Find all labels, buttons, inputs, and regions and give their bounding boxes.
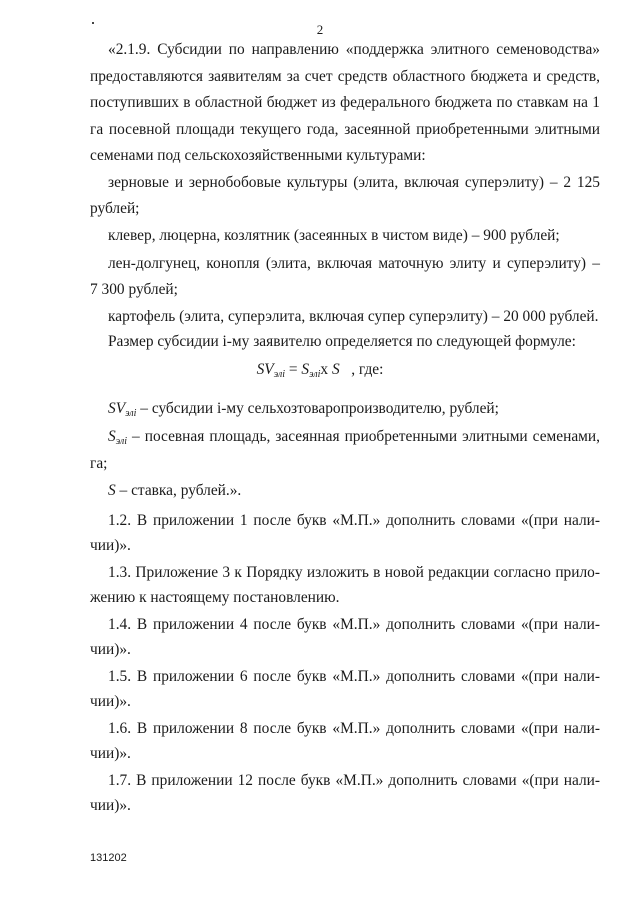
definition-sv: [90, 396, 600, 427]
amendment-1-4-line2: чии)».: [90, 641, 131, 658]
amendment-1-6-line2: чии)».: [90, 745, 131, 762]
rate-flax-line1: лен-долгунец, конопля (элита, включая маточную элиту и суперэлиту) –: [108, 255, 600, 272]
formula-lhs: SV: [256, 361, 274, 378]
subsidy-formula: [0, 357, 640, 388]
rate-flax-line2: 7 300 рублей;: [90, 281, 178, 298]
def-s-rate-symbol: S: [108, 482, 116, 499]
amendment-1-7-line2: чии)».: [90, 797, 131, 814]
amendment-1-2-line2: чии)».: [90, 537, 131, 554]
rate-grain-line2: рублей;: [90, 200, 140, 217]
definition-s-area-line2: га;: [90, 455, 108, 472]
formula-rhs: S: [301, 361, 310, 378]
def-sv-symbol: SV: [108, 400, 126, 417]
formula-times: x: [320, 361, 329, 378]
def-sv-text: – субсидии i-му сельхозтоваропроизводителю, рублей;: [136, 400, 499, 417]
formula-equals: =: [285, 361, 302, 378]
def-s-area-text: – посевная площадь, засеянная приобретенными элитными семенами,: [127, 428, 600, 445]
def-s-area-symbol: S: [108, 428, 116, 445]
rate-clover: клевер, люцерна, козлятник (засеянных в чистом виде) – 900 рублей;: [108, 227, 560, 244]
amendment-1-3-line2: жению к настоящему постановлению.: [90, 589, 340, 606]
formula-suffix: , где:: [351, 361, 384, 378]
amendment-1-5-line2: чии)».: [90, 693, 131, 710]
def-s-rate-text: – ставка, рублей.».: [115, 482, 242, 499]
document-code: 131202: [90, 852, 127, 864]
formula-rhs2: S: [331, 361, 340, 378]
amendment-1-5-line1: 1.5. В приложении 6 после букв «М.П.» дополнить словами «(при нали-: [108, 668, 600, 685]
def-s-area-sub: элi: [115, 436, 128, 447]
formula-intro: Размер субсидии i-му заявителю определяется по следующей формуле:: [108, 333, 576, 350]
def-sv-sub: элi: [125, 408, 137, 419]
amendment-1-4-line1: 1.4. В приложении 4 после букв «М.П.» дополнить словами «(при нали-: [108, 616, 600, 633]
page-number: 2: [316, 22, 324, 37]
amendment-1-7-line1: 1.7. В приложении 12 после букв «М.П.» дополнить словами «(при нали-: [108, 772, 600, 789]
amendment-1-2-line1: 1.2. В приложении 1 после букв «М.П.» дополнить словами «(при нали-: [108, 512, 600, 529]
formula-rhs-sub: элi: [309, 369, 321, 380]
rate-grain-line1: зерновые и зернобобовые культуры (элита, включая суперэлиту) – 2 125: [108, 174, 600, 191]
definition-s-rate: [90, 478, 600, 504]
rate-potato: картофель (элита, суперэлита, включая супер суперэлиту) – 20 000 рублей.: [108, 308, 599, 325]
amendment-1-6-line1: 1.6. В приложении 8 после букв «М.П.» дополнить словами «(при нали-: [108, 720, 600, 737]
formula-lhs-sub: элi: [273, 369, 285, 380]
amendment-1-3-line1: 1.3. Приложение 3 к Порядку изложить в новой редакции согласно прило-: [108, 564, 600, 581]
paragraph-2-1-9: «2.1.9. Субсидии по направлению «поддержка элитного семеноводства» предоставляются заявителям за счет средств областного бюджета и средств, поступивших в областной бюджет из федерального бюджета по ставкам на 1 га посевной площади текущего года, засеянной приобретенными элитными семенами под сельскохозяйственными культурами:: [90, 41, 600, 164]
